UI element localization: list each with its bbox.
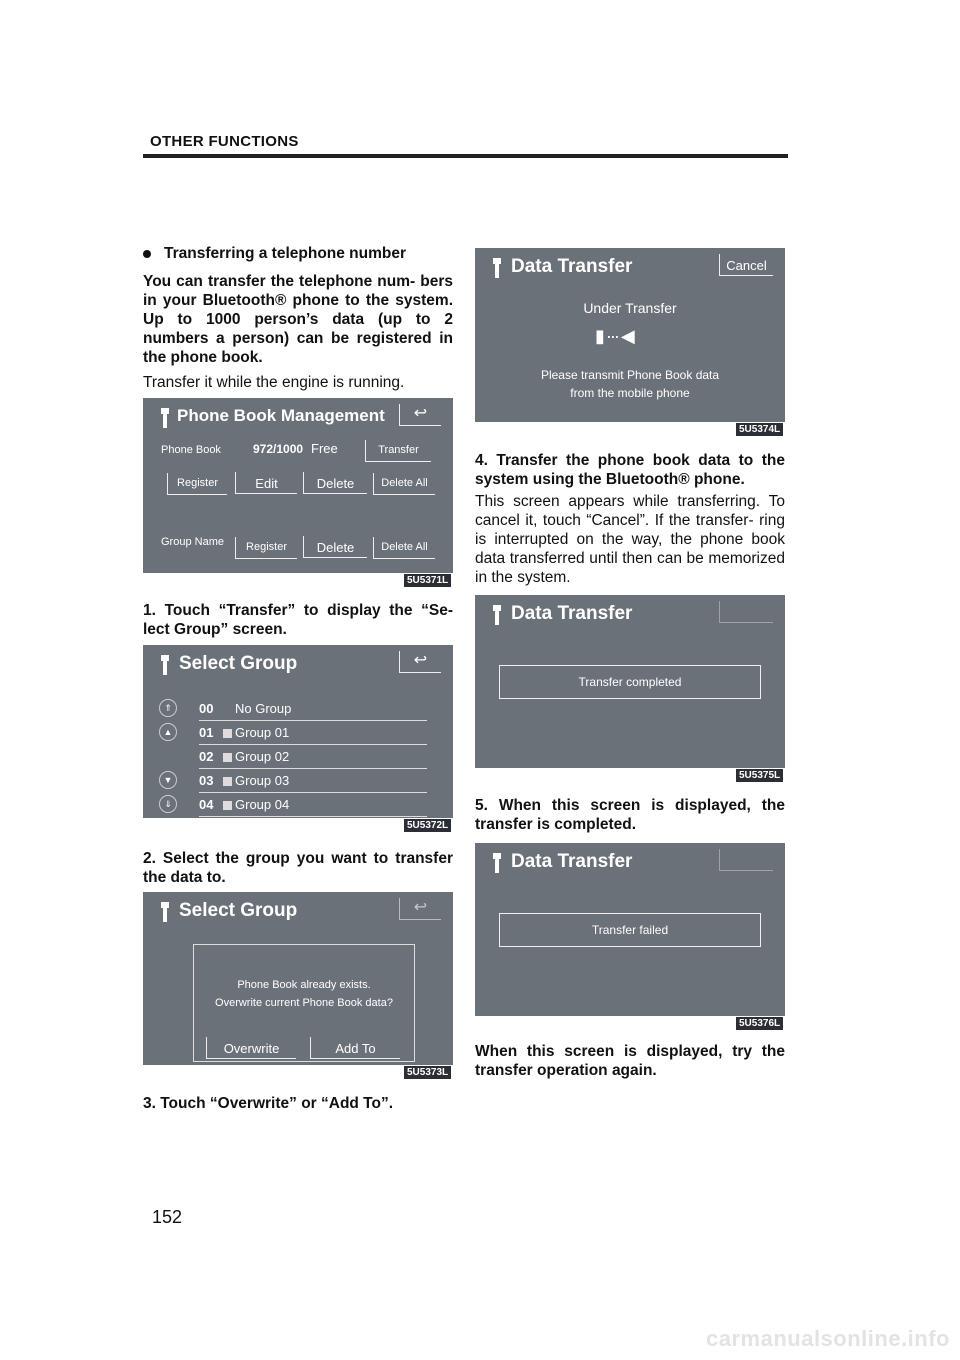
phone-icon <box>161 655 169 677</box>
bullet-title: Transferring a telephone number <box>164 245 407 262</box>
step-2: 2. Select the group you want to transfer the data to. <box>143 850 453 886</box>
scroll-down-icon[interactable]: ▼ <box>159 771 177 789</box>
phone-icon <box>493 258 501 280</box>
dialog-message-1: Phone Book already exists. <box>237 979 371 991</box>
group-name-label: Group Name <box>161 536 224 548</box>
figure-code: 5U5372L <box>404 819 451 832</box>
transfer-instruction-2: from the mobile phone <box>570 386 690 400</box>
cancel-button[interactable]: Cancel <box>719 254 773 276</box>
screen-title: Select Group <box>179 653 298 674</box>
intro-bold: You can transfer the telephone num- bers in your Bluetooth® phone to the system. Up to 1000 person’s data (up to 2 numbers a person) can be registered in the phone book. <box>143 273 453 366</box>
group-row[interactable]: 04 Group 04 <box>199 797 427 817</box>
cancel-button-disabled <box>719 601 773 623</box>
screen-data-transfer <box>475 248 785 422</box>
bullet-dot <box>143 250 151 258</box>
cancel-button-disabled <box>719 849 773 871</box>
step-1: 1. Touch “Transfer” to display the “Se- lect Group” screen. <box>143 602 453 638</box>
group-icon <box>223 801 232 810</box>
group-delete-button[interactable]: Delete <box>303 536 367 558</box>
phone-icon <box>493 605 501 627</box>
phone-book-label: Phone Book <box>161 444 221 456</box>
page-number: 152 <box>152 1207 183 1227</box>
screen-select-group-dialog <box>143 892 453 1065</box>
figure-code: 5U5371L <box>404 574 451 587</box>
step-4: 4. Transfer the phone book data to the system using the Bluetooth® phone. <box>475 452 785 488</box>
screen-transfer-completed <box>475 595 785 768</box>
figure-code: 5U5376L <box>736 1017 783 1030</box>
phone-book-count: 972/1000 <box>253 442 304 456</box>
screen-phone-book-management <box>143 398 453 573</box>
group-row[interactable]: 00 No Group <box>199 701 427 721</box>
edit-button[interactable]: Edit <box>235 472 297 494</box>
free-label: Free <box>311 441 338 456</box>
register-button[interactable]: Register <box>167 473 227 495</box>
intro-plain: Transfer it while the engine is running. <box>143 374 405 391</box>
figure-code: 5U5374L <box>736 423 783 436</box>
bullet-heading <box>143 245 453 263</box>
screen-title: Data Transfer <box>511 603 633 624</box>
screen-title: Select Group <box>179 900 298 921</box>
scroll-up-icon[interactable]: ▲ <box>159 723 177 741</box>
group-register-button[interactable]: Register <box>235 537 297 559</box>
phone-icon <box>161 408 169 430</box>
dialog-message-2: Overwrite current Phone Book data? <box>215 997 393 1009</box>
group-icon <box>223 729 232 738</box>
back-button[interactable]: ↩ <box>399 651 441 673</box>
screen-title: Data Transfer <box>511 851 633 872</box>
screen-title: Data Transfer <box>511 256 633 277</box>
group-row[interactable]: 01 Group 01 <box>199 725 427 745</box>
phone-icon <box>161 902 169 924</box>
step-5: 5. When this screen is displayed, the transfer is completed. <box>475 797 785 833</box>
watermark: carmanualsonline.info <box>706 1326 950 1351</box>
back-button: ↩ <box>399 898 441 920</box>
back-button[interactable]: ↩ <box>399 404 441 426</box>
group-icon <box>223 777 232 786</box>
group-icon <box>223 753 232 762</box>
add-to-button[interactable]: Add To <box>310 1037 400 1059</box>
step-3: 3. Touch “Overwrite” or “Add To”. <box>143 1095 394 1112</box>
group-row[interactable]: 03 Group 03 <box>199 773 427 793</box>
transfer-status: Under Transfer <box>583 300 677 316</box>
step-4-body: This screen appears while transferring. To cancel it, touch “Cancel”. If the transfer- ring is interrupted on the way, the phone book data transferred until then can be memorized in the system. <box>475 493 785 586</box>
delete-all-button[interactable]: Delete All <box>373 473 435 495</box>
figure-code: 5U5375L <box>736 769 783 782</box>
delete-button[interactable]: Delete <box>303 472 367 494</box>
page-down-icon[interactable]: ⇓ <box>159 795 177 813</box>
group-row[interactable]: 02 Group 02 <box>199 749 427 769</box>
transfer-instruction-1: Please transmit Phone Book data <box>540 368 720 382</box>
overwrite-button[interactable]: Overwrite <box>206 1037 296 1059</box>
transfer-result: Transfer failed <box>499 913 761 947</box>
header-rule <box>143 154 788 158</box>
group-delete-all-button[interactable]: Delete All <box>373 537 435 559</box>
screen-transfer-failed <box>475 843 785 1016</box>
retry-note: When this screen is displayed, try the transfer operation again. <box>475 1043 785 1079</box>
section-header: OTHER FUNCTIONS <box>150 133 299 150</box>
screen-title: Phone Book Management <box>177 406 385 425</box>
transfer-button[interactable]: Transfer <box>365 440 431 462</box>
confirm-dialog <box>193 944 415 1062</box>
page-up-icon[interactable]: ⇑ <box>159 699 177 717</box>
transfer-result: Transfer completed <box>499 665 761 699</box>
figure-code: 5U5373L <box>404 1066 451 1079</box>
screen-select-group <box>143 645 453 818</box>
transfer-animation-icon: ▮ ··· ◀ <box>595 326 633 346</box>
phone-icon <box>493 853 501 875</box>
